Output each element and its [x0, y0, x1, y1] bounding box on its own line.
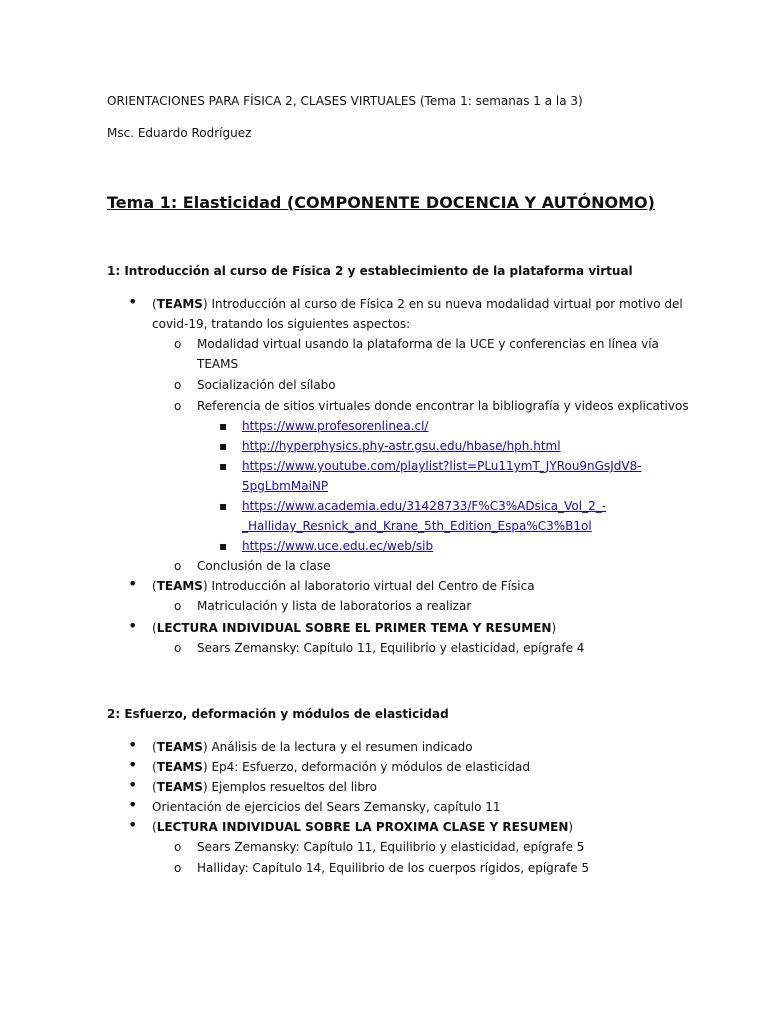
circle-marker	[174, 398, 181, 414]
paren: (	[152, 297, 157, 311]
s2-bullet-3	[152, 779, 377, 795]
teams-tag: TEAMS	[156, 740, 203, 754]
paren: )	[551, 621, 557, 635]
section-2-title: 2: Esfuerzo, deformación y módulos de elasticidad	[107, 707, 449, 721]
link-academia-cont[interactable]: _Halliday_Resnick_and_Krane_5th_Edition_Espa%C3%B1ol	[242, 519, 592, 533]
link-hyperphysics[interactable]: http://hyperphysics.phy-astr.gsu.edu/hbase/hph.html	[242, 439, 561, 453]
s2-bullet-5-sub-2: Halliday: Capítulo 14, Equilibrio de los cuerpos rígidos, epígrafe 5	[197, 861, 590, 875]
s1-sub-4: Conclusión de la clase	[197, 559, 331, 573]
paren: (	[152, 579, 157, 593]
s2-bullet-4: Orientación de ejercicios del Sears Zemansky, capítulo 11	[152, 800, 501, 814]
s2-bullet-5	[152, 819, 573, 835]
square-marker	[219, 538, 227, 554]
bullet-marker	[128, 576, 137, 593]
link-youtube-cont[interactable]: 5pgLbmMaiNP	[242, 479, 329, 493]
s1-sub-2: Socialización del sílabo	[197, 378, 336, 392]
s1-sub-1-cont: TEAMS	[197, 357, 239, 371]
square-marker	[219, 438, 227, 454]
paren: (	[152, 740, 157, 754]
bullet-text: Introducción al curso de Física 2 en su nueva modalidad virtual por motivo del	[207, 297, 683, 311]
paren: )	[568, 820, 574, 834]
s1-bullet-1	[152, 296, 683, 312]
bullet-marker	[128, 777, 137, 794]
doc-title-line: ORIENTACIONES PARA FÍSICA 2, CLASES VIRTUALES (Tema 1: semanas 1 a la 3)	[107, 94, 583, 108]
bullet-text: Análisis de la lectura y el resumen indicado	[207, 740, 473, 754]
link-profesorenlinea[interactable]: https://www.profesorenlinea.cl/	[242, 419, 429, 433]
s1-bullet-1-cont: covid-19, tratando los siguientes aspectos:	[152, 317, 411, 331]
bullet-marker	[128, 817, 137, 834]
teams-tag: TEAMS	[156, 780, 203, 794]
bullet-marker	[128, 757, 137, 774]
doc-heading: Tema 1: Elasticidad (COMPONENTE DOCENCIA Y AUTÓNOMO)	[107, 193, 655, 212]
square-marker	[219, 498, 227, 514]
s2-bullet-1	[152, 739, 473, 755]
bullet-text: Ejemplos resueltos del libro	[207, 780, 377, 794]
lectura-tag: LECTURA INDIVIDUAL SOBRE EL PRIMER TEMA Y RESUMEN	[156, 621, 552, 635]
paren: )	[202, 780, 208, 794]
paren: )	[202, 740, 208, 754]
paren: (	[152, 760, 157, 774]
doc-author: Msc. Eduardo Rodríguez	[107, 126, 252, 140]
s1-bullet-3	[152, 620, 556, 636]
s1-bullet-3-sub: Sears Zemansky: Capítulo 11, Equilibrio y elasticidad, epígrafe 4	[197, 641, 585, 655]
lectura-tag: LECTURA INDIVIDUAL SOBRE LA PROXIMA CLASE Y RESUMEN	[156, 820, 569, 834]
s2-bullet-5-sub-1: Sears Zemansky: Capítulo 11, Equilibrio y elasticidad, epígrafe 5	[197, 840, 585, 854]
bullet-text: Introducción al laboratorio virtual del Centro de Física	[207, 579, 535, 593]
paren: )	[202, 297, 208, 311]
circle-marker	[174, 558, 181, 574]
paren: (	[152, 820, 157, 834]
circle-marker	[174, 839, 181, 855]
teams-tag: TEAMS	[156, 579, 203, 593]
circle-marker	[174, 336, 181, 352]
paren: )	[202, 760, 208, 774]
circle-marker	[174, 860, 181, 876]
circle-marker	[174, 377, 181, 393]
teams-tag: TEAMS	[156, 297, 203, 311]
s1-bullet-2-sub: Matriculación y lista de laboratorios a realizar	[197, 599, 472, 613]
bullet-marker	[128, 797, 137, 814]
square-marker	[219, 458, 227, 474]
bullet-marker	[128, 294, 137, 311]
bullet-marker	[128, 618, 137, 635]
bullet-marker	[128, 737, 137, 754]
s2-bullet-2	[152, 759, 530, 775]
paren: )	[202, 579, 208, 593]
teams-tag: TEAMS	[156, 760, 203, 774]
circle-marker	[174, 640, 181, 656]
link-academia[interactable]: https://www.academia.edu/31428733/F%C3%ADsica_Vol_2_-	[242, 499, 607, 513]
s1-bullet-2	[152, 578, 535, 594]
s1-sub-3: Referencia de sitios virtuales donde encontrar la bibliografía y videos explicativos	[197, 399, 689, 413]
section-1-title: 1: Introducción al curso de Física 2 y establecimiento de la plataforma virtual	[107, 264, 633, 278]
s1-sub-1: Modalidad virtual usando la plataforma de la UCE y conferencias en línea vía	[197, 337, 659, 351]
paren: (	[152, 780, 157, 794]
paren: (	[152, 621, 157, 635]
link-uce[interactable]: https://www.uce.edu.ec/web/sib	[242, 539, 434, 553]
bullet-text: Ep4: Esfuerzo, deformación y módulos de elasticidad	[207, 760, 531, 774]
circle-marker	[174, 598, 181, 614]
link-youtube[interactable]: https://www.youtube.com/playlist?list=PLu11ymT_JYRou9nGsJdV8-	[242, 459, 642, 473]
square-marker	[219, 418, 227, 434]
